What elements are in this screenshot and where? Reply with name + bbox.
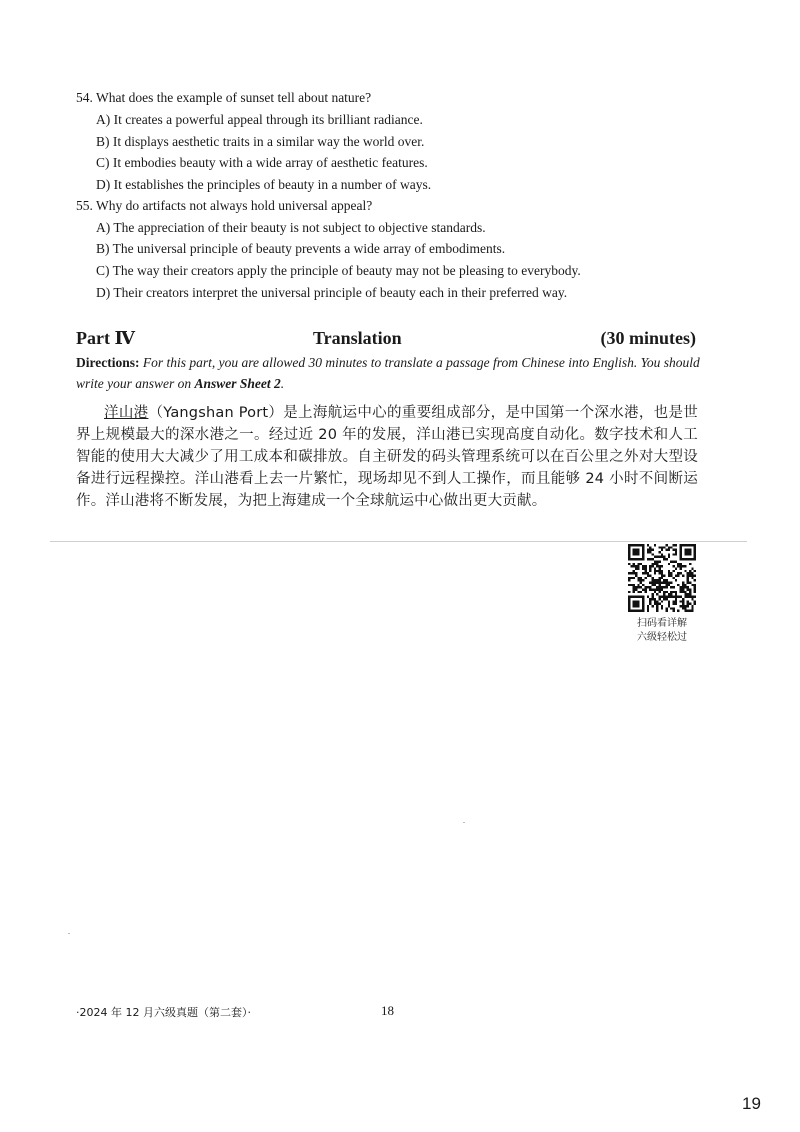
qr-caption-line2: 六级轻松过 [637, 632, 687, 643]
part-time: (30 minutes) [600, 328, 696, 348]
exam-footer-label: ·2024 年 12 月六级真题（第二套）· [76, 1006, 251, 1019]
scan-speck [463, 822, 465, 823]
passage-underlined-term: 洋山港 [104, 405, 149, 421]
question-54-stem: 54. What does the example of sunset tell about nature? [76, 90, 372, 105]
question-55-option-a: A) The appreciation of their beauty is not subject to objective standards. [96, 220, 486, 235]
scan-speck [68, 933, 70, 934]
passage-text: （Yangshan Port）是上海航运中心的重要组成部分，是中国第一个深水港，也是世界上规模最大的深水港之一。经过近 20 年的发展，洋山港已实现高度自动化。数字技术和人工智能的使用大大减少了用工成本和碳排放。自主研发的码头管理系统可以在百公里之外对大型设备进行远程操控。洋山港看上去一片繁忙，现场却见不到人工操作，而且能够 24 小时不间断运作。洋山港将不断发展，为把上海建成一个全球航运中心做出更大贡献。 [76, 405, 698, 509]
directions-end: . [280, 376, 285, 391]
qr-code-icon[interactable] [628, 544, 696, 612]
question-54-option-a: A) It creates a powerful appeal through its brilliant radiance. [96, 112, 423, 127]
question-55-stem: 55. Why do artifacts not always hold universal appeal? [76, 198, 373, 213]
answer-sheet-label: Answer Sheet 2 [194, 376, 281, 391]
question-55-option-b: B) The universal principle of beauty prevents a wide array of embodiments. [96, 241, 506, 256]
section-divider [50, 541, 747, 542]
question-55-option-c: C) The way their creators apply the principle of beauty may not be pleasing to everybody. [96, 263, 581, 278]
directions [76, 352, 700, 394]
qr-caption-line1: 扫码看详解 [637, 618, 687, 629]
directions-label: Directions: [76, 355, 140, 370]
part-title: Translation [313, 328, 402, 348]
part-label: Part Ⅳ [76, 328, 135, 348]
footer-page-number: 18 [381, 1003, 394, 1018]
question-54-option-d: D) It establishes the principles of beauty in a number of ways. [96, 177, 432, 192]
question-54-option-c: C) It embodies beauty with a wide array of aesthetic features. [96, 155, 428, 170]
question-54-option-b: B) It displays aesthetic traits in a similar way the world over. [96, 134, 425, 149]
translation-passage [76, 402, 698, 512]
question-55-option-d: D) Their creators interpret the universal principle of beauty each in their preferred way. [96, 285, 568, 300]
pdf-page-number: 19 [742, 1094, 761, 1113]
directions-text: For this part, you are allowed 30 minutes to translate a passage from Chinese into English. You should write your answer on [76, 355, 700, 391]
part-heading [76, 328, 696, 354]
